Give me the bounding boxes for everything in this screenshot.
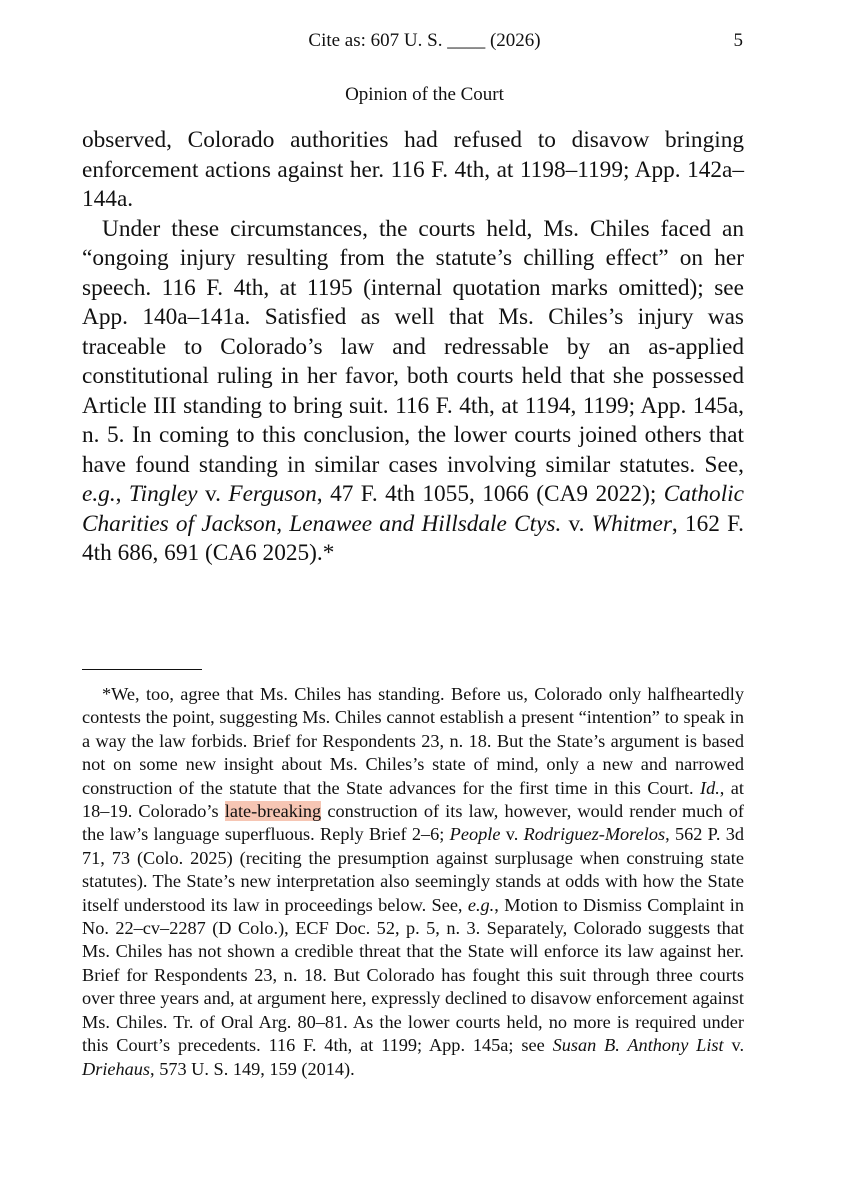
page-header bbox=[0, 30, 849, 60]
running-title: Opinion of the Court bbox=[345, 84, 504, 105]
highlighted-text[interactable]: late-breaking bbox=[224, 801, 322, 822]
footnote: *We, too, agree that Ms. Chiles has standing. Before us, Colorado only halfheartedly contests the point, suggesting Ms. Chiles cannot establish a present “intention” to speak in a way the law forbids. Brief for Respondents 23, n. 18. But the State’s argument is based not on some new insight about Ms. Chiles’s state of mind, only a new and narrowed construction of the statute that the State advances for the first time in this Court. Id., at 18–19. Colorado’s late-breaking construction of its law, however, would render much of the law’s language superfluous. Reply Brief 2–6; People v. Rodriguez-Morelos, 562 P. 3d 71, 73 (Colo. 2025) (reciting the presumption against surplusage when construing state statutes). The State’s new interpretation also seemingly stands at odds with how the State itself understood its law in proceedings below. See, e.g., Motion to Dismiss Complaint in No. 22–cv–2287 (D Colo.), ECF Doc. 52, p. 5, n. 3. Separately, Colorado suggests that Ms. Chiles has not shown a credible threat that the State will enforce its law against her. Brief for Respondents 23, n. 18. But Colorado has fought this suit through three courts over three years and, at argument here, expressly declined to disavow enforcement against Ms. Chiles. Tr. of Oral Arg. 80–81. As the lower courts held, no more is required under this Court’s precedents. 116 F. 4th, at 1199; App. 145a; see Susan B. Anthony List v. Driehaus, 573 U. S. 149, 159 (2014). bbox=[82, 684, 745, 1079]
case-name: Whitmer bbox=[591, 510, 672, 537]
case-name: Ferguson bbox=[228, 481, 317, 507]
case-name: Rodriguez-Morelos bbox=[523, 824, 666, 845]
page-number: 5 bbox=[733, 30, 743, 51]
paragraph-2: Under these circumstances, the courts held, Ms. Chiles faced an “ongoing injury resulting from the statute’s chilling effect” on her speech. 116 F. 4th, at 1195 (internal quotation marks omitted); see App. 140a–141a. Satisfied as well that Ms. Chiles’s injury was traceable to Colorado’s law and redressable by an as-applied constitutional ruling in her favor, both courts held that she possessed Article III standing to bring suit. 116 F. 4th, at 1194, 1199; App. 145a, n. 5. In coming to this conclusion, the lower courts joined others that have found standing in similar cases involving similar statutes. See, e.g., Tingley v. Ferguson, 47 F. 4th 1055, 1066 (CA9 2022); Catholic Charities of Jackson, Lenawee and Hillsdale Ctys. v. Whitmer, 162 F. 4th 686, 691 (CA6 2025).* bbox=[82, 215, 744, 566]
case-name: Susan B. Anthony List bbox=[552, 1035, 724, 1056]
case-name: Tingley bbox=[128, 481, 198, 507]
case-name: People bbox=[449, 824, 501, 845]
citation-line: Cite as: 607 U. S. ____ (2026) bbox=[308, 30, 541, 51]
case-name: Driehaus bbox=[82, 1058, 151, 1079]
paragraph-1: observed, Colorado authorities had refused to disavow bringing enforcement actions against her. 116 F. 4th, at 1198–1199; App. 142a–144a. bbox=[82, 127, 744, 212]
opinion-body bbox=[82, 126, 744, 569]
footnote-divider bbox=[82, 669, 202, 670]
case-name: Catholic Charities of Jackson, Lenawee and Hillsdale Ctys. bbox=[82, 481, 744, 537]
